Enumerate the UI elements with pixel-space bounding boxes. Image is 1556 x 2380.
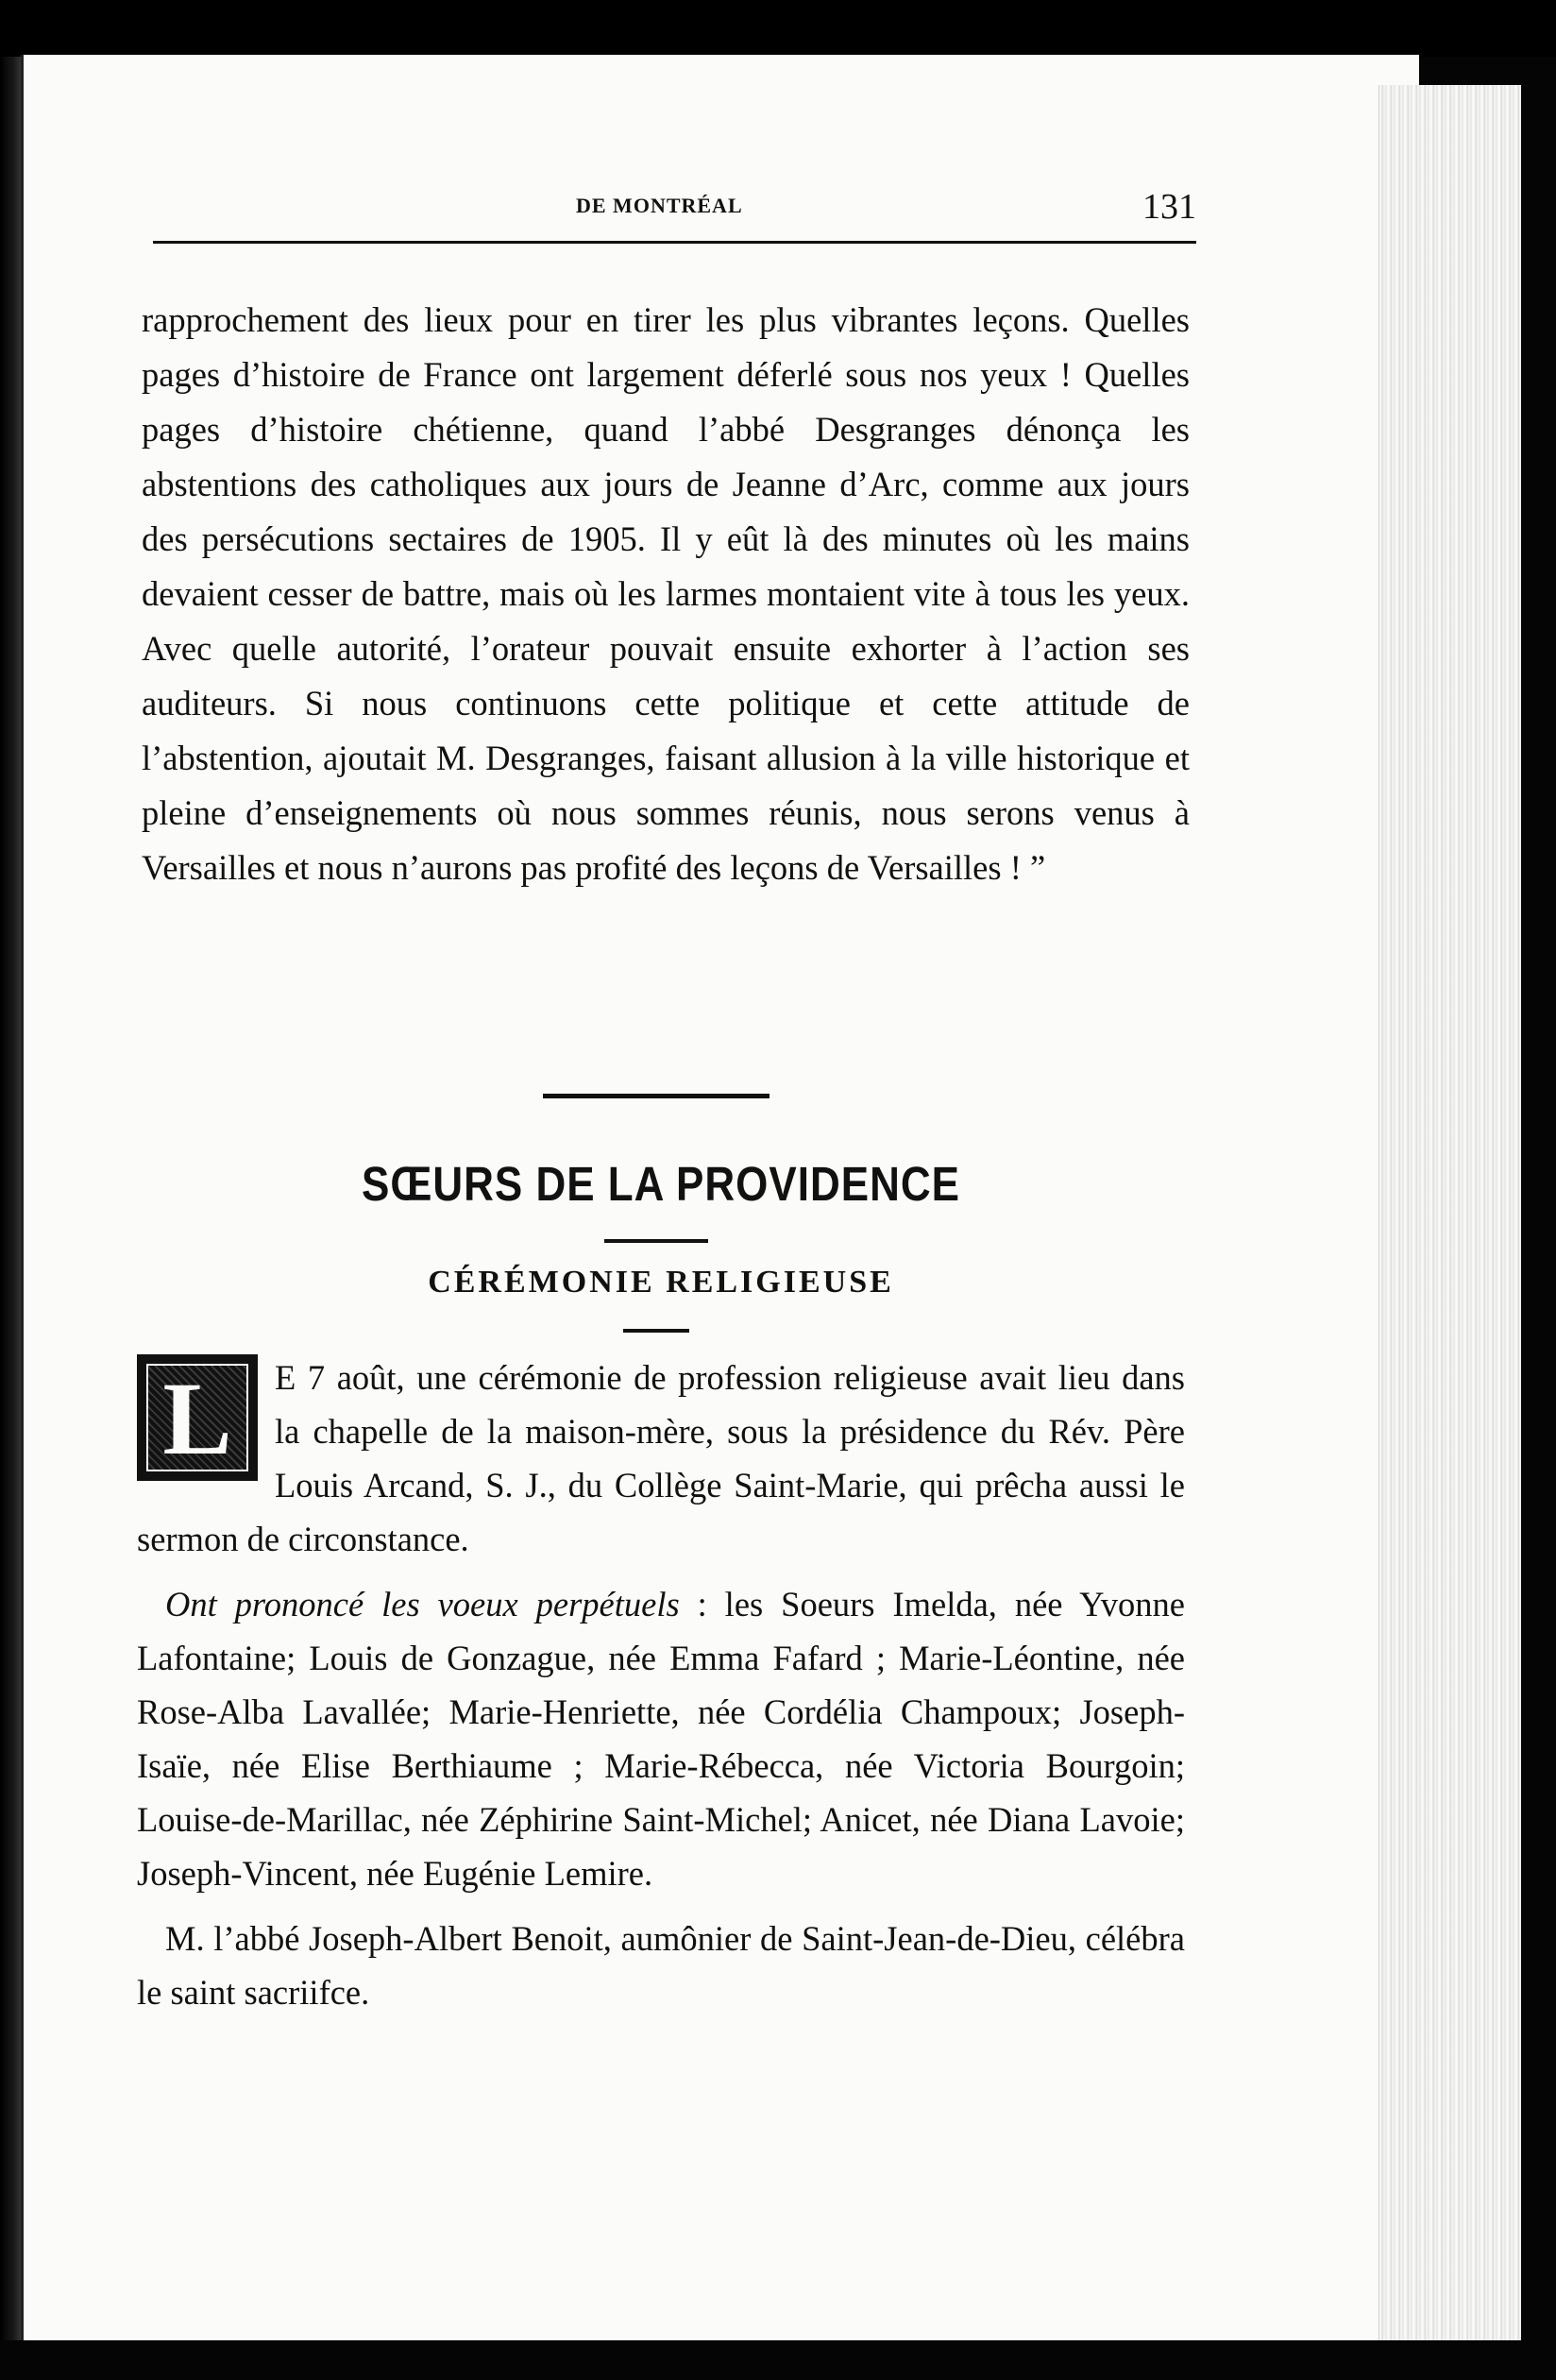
section-subtitle: CÉRÉMONIE RELIGIEUSE xyxy=(428,1265,894,1300)
vows-list: : les Soeurs Imelda, née Yvonne Lafontaine; Louis de Gonzague, née Emma Fafard ; Marie-Léontine, née Rose-Alba Lavallée; Marie-Henriette, née Cordélia Champoux; Joseph-Isaïe, née Elise Berthiaume ; Marie-Rébecca, née Victoria Bourgoin; Louise-de-Marillac, née Zéphirine Saint-Michel; Anicet, née Diana Lavoie; Joseph-Vincent, née Eugénie Lemire. xyxy=(137,1585,1185,1893)
section-title: SŒURS DE LA PROVIDENCE xyxy=(361,1158,960,1212)
title-underline xyxy=(604,1239,708,1243)
paragraph1-text: E 7 août, une cérémonie de profession religieuse avait lieu dans la chapelle de la maison-mère, sous la présidence du Rév. Père Louis Arcand, S. J., du Collège Saint-Marie, qui prêcha aussi le sermon de circonstance. xyxy=(137,1358,1185,1558)
drop-cap-ornament xyxy=(137,1354,258,1481)
scan-bottom-border xyxy=(0,2340,1556,2380)
intro-paragraph: rapprochement des lieux pour en tirer les plus vibrantes leçons. Quelles pages d’histoire de France ont largement déferlé sous nos yeux ! Quelles pages d’histoire chétienne, quand l’abbé Desgranges dénonça les abstentions des catholiques aux jours de Jeanne d’Arc, comme aux jours des persécutions sectaires de 1905. Il y eût là des minutes où les mains devaient cesser de battre, mais où les larmes montaient vite à tous les yeux. Avec quelle autorité, l’orateur pouvait ensuite exhorter à l’action ses auditeurs. Si nous continuons cette politique et cette attitude de l’abstention, ajoutait M. Desgranges, faisant allusion à la ville historique et pleine d’enseignements où nous sommes réunis, nous serons venus à Versailles et nous n’aurons pas profité des leçons de Versailles ! ” xyxy=(142,300,1190,887)
paragraph-ceremony xyxy=(137,1351,1185,1566)
section-body xyxy=(137,1351,1185,2031)
section-divider xyxy=(543,1094,770,1098)
page-number: 131 xyxy=(1142,187,1196,227)
drop-cap-letter: L xyxy=(162,1361,232,1476)
page-edges xyxy=(1378,85,1521,2352)
vows-lead: Ont prononcé les voeux perpétuels xyxy=(165,1585,680,1624)
running-title: DE MONTRÉAL xyxy=(576,194,743,217)
subtitle-underline xyxy=(623,1329,689,1333)
paragraph-vows xyxy=(137,1577,1185,1900)
header-rule xyxy=(153,241,1196,244)
paragraph-mass: M. l’abbé Joseph-Albert Benoit, aumônier de Saint-Jean-de-Dieu, célébra le saint sacriifce. xyxy=(137,1919,1185,2012)
scan-top-border xyxy=(0,0,1556,57)
